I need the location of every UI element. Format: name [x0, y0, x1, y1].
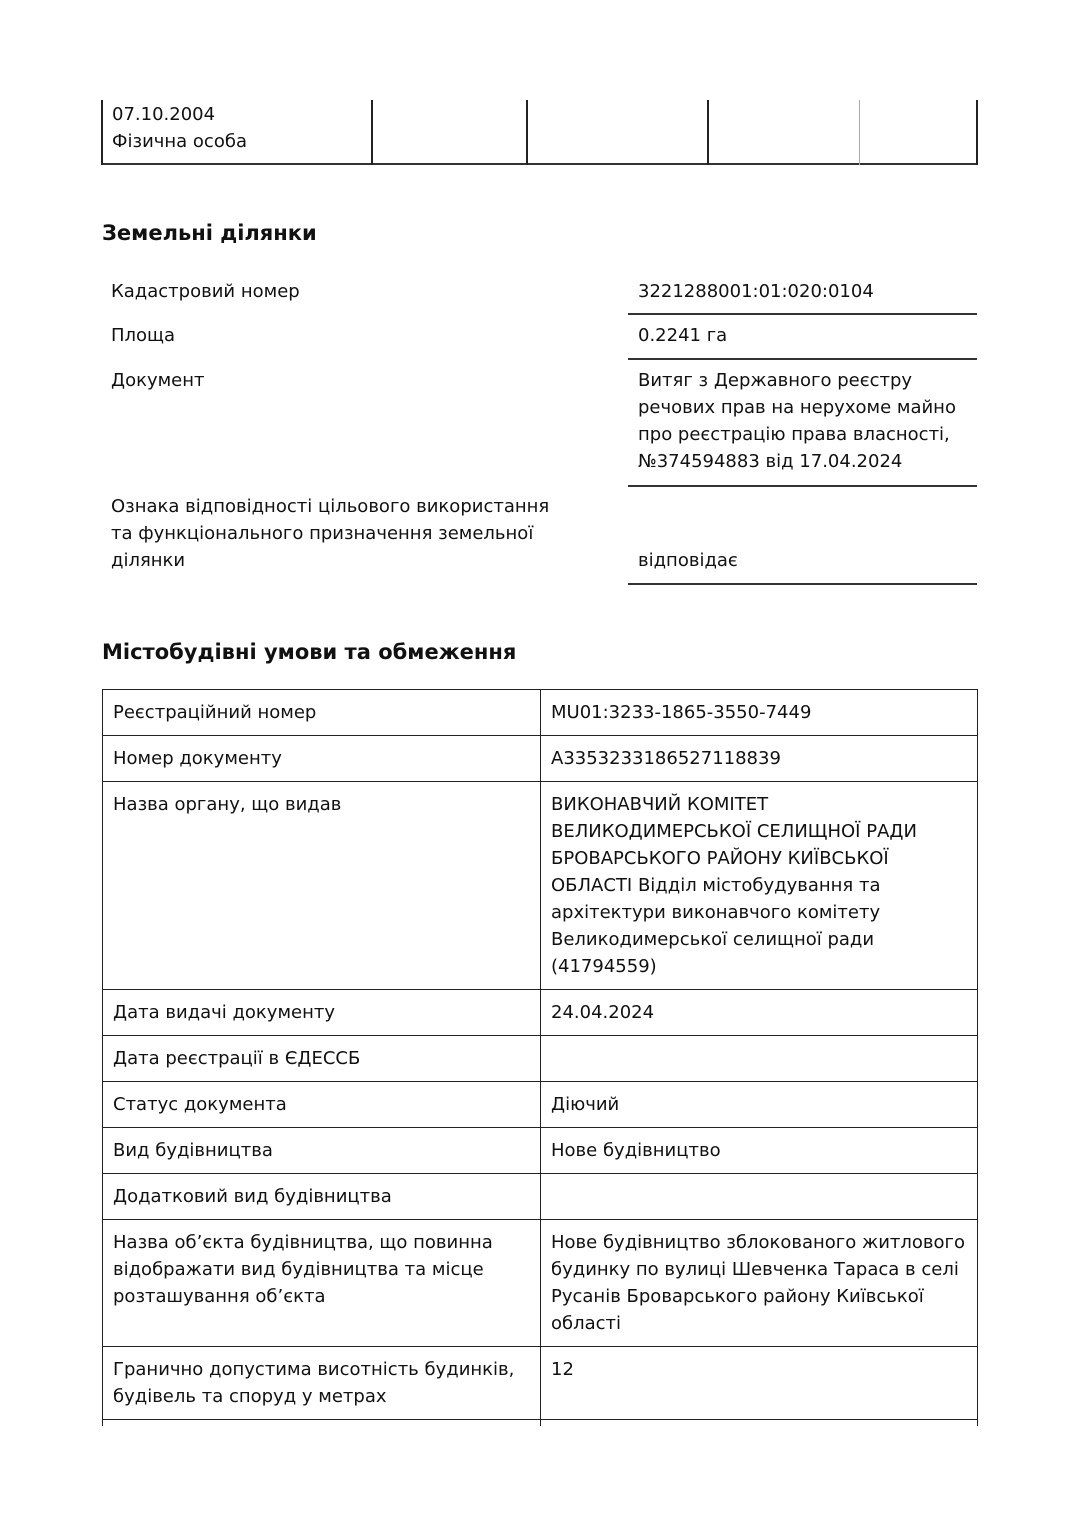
owner-date: 07.10.2004 [112, 104, 216, 125]
issuing-authority-value: ВИКОНАВЧИЙ КОМІТЕТ ВЕЛИКОДИМЕРСЬКОЇ СЕЛИЩНОЇ РАДИ БРОВАРСЬКОГО РАЙОНУ КИЇВСЬКОЇ ОБЛАСТІ Відділ містобудування та архітектури виконавчого комітету Великодимерської селищної ради (41794559) [541, 782, 978, 990]
table-row [103, 1036, 978, 1082]
additional-construction-type-value [541, 1174, 978, 1220]
table-border [707, 100, 709, 165]
issue-date-value: 24.04.2024 [541, 990, 978, 1036]
max-height-value: 12 [541, 1347, 978, 1420]
land-plots-title: Земельні ділянки [102, 221, 317, 245]
issuing-authority-label: Назва органу, що видав [103, 782, 541, 990]
table-border [976, 100, 978, 165]
table-row [103, 782, 978, 990]
registration-number-label: Реєстраційний номер [103, 690, 541, 736]
area-value: 0.2241 га [628, 322, 977, 360]
max-height-label: Гранично допустима висотність будинків, будівель та споруд у метрах [103, 1347, 541, 1420]
document-value: Витяг з Державного реєстру речових прав на нерухоме майно про реєстрацію права власності, №374594883 від 17.04.2024 [628, 367, 977, 487]
urban-conditions-title: Містобудівні умови та обмеження [102, 640, 517, 664]
construction-type-value: Нове будівництво [541, 1128, 978, 1174]
document-number-value: А3353233186527118839 [541, 736, 978, 782]
table-border [526, 100, 528, 165]
table-row [103, 1174, 978, 1220]
cadastral-number-label: Кадастровий номер [111, 281, 300, 302]
table-row [103, 1128, 978, 1174]
edessb-registration-date-label: Дата реєстрації в ЄДЕССБ [103, 1036, 541, 1082]
owner-person-type: Фізична особа [112, 131, 247, 152]
page-bottom-margin [0, 1426, 1080, 1528]
object-name-label: Назва об’єкта будівництва, що повинна відображати вид будівництва та місце розташування об’єкта [103, 1220, 541, 1347]
document-label: Документ [111, 370, 205, 391]
additional-construction-type-label: Додатковий вид будівництва [103, 1174, 541, 1220]
purpose-compliance-label: Ознака відповідності цільового використання та функціонального призначення земельної ділянки [111, 496, 550, 571]
table-row [103, 990, 978, 1036]
issue-date-label: Дата видачі документу [103, 990, 541, 1036]
object-name-value: Нове будівництво зблокованого житлового будинку по вулиці Шевченка Тараса в селі Русанів Броварського району Київської області [541, 1220, 978, 1347]
purpose-compliance-value: відповідає [628, 547, 977, 585]
table-row [103, 690, 978, 736]
table-row [103, 1347, 978, 1420]
document-status-label: Статус документа [103, 1082, 541, 1128]
urban-conditions-table [102, 689, 978, 1499]
registration-number-value: MU01:3233-1865-3550-7449 [541, 690, 978, 736]
table-border [371, 100, 373, 165]
document-status-value: Діючий [541, 1082, 978, 1128]
area-label: Площа [111, 325, 176, 346]
construction-type-label: Вид будівництва [103, 1128, 541, 1174]
cadastral-number-value: 3221288001:01:020:0104 [628, 278, 977, 315]
table-border [101, 100, 103, 165]
table-row [103, 1220, 978, 1347]
edessb-registration-date-value [541, 1036, 978, 1082]
table-row [103, 736, 978, 782]
document-number-label: Номер документу [103, 736, 541, 782]
table-border [859, 100, 860, 165]
owners-table-fragment [102, 100, 978, 165]
table-row [103, 1082, 978, 1128]
